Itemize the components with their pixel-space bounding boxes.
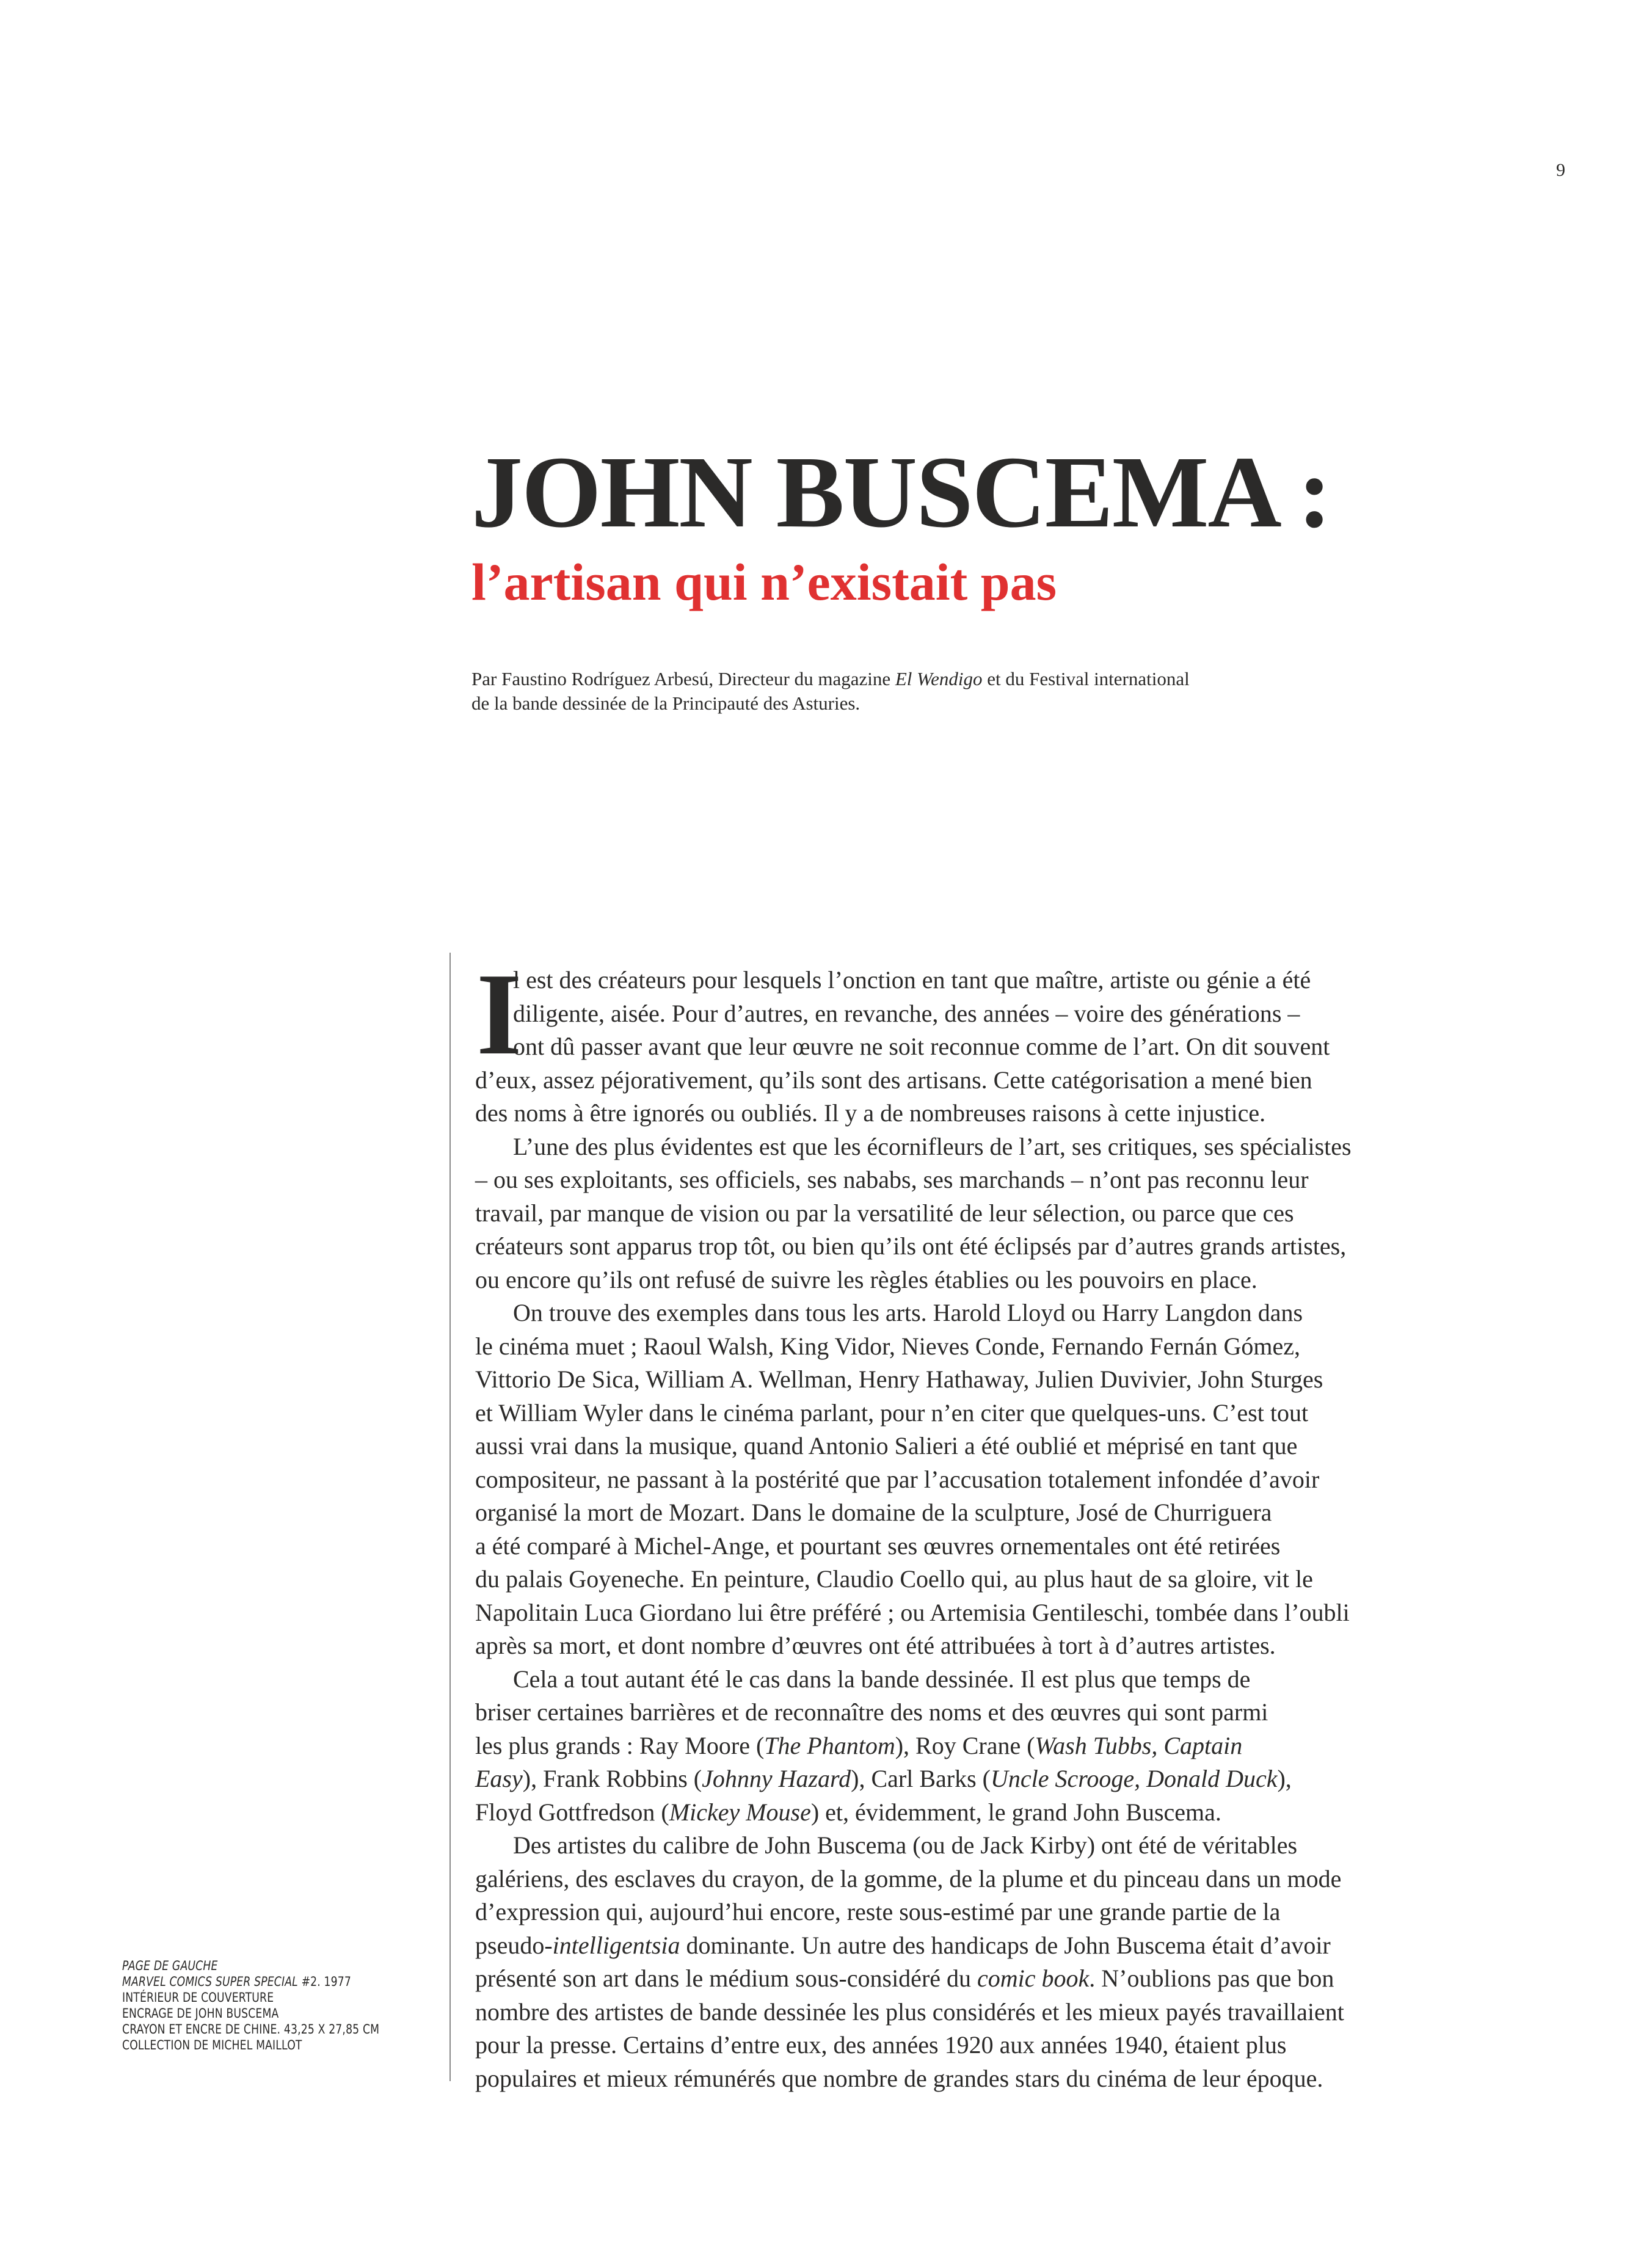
caption-line (122, 1974, 379, 1990)
article-line (475, 1929, 1331, 1962)
article-text: ), (1277, 1765, 1292, 1792)
article-line (475, 1097, 1265, 1130)
article-text: l est des créateurs pour lesquels l’onction en tant que maître, artiste ou génie a été (513, 966, 1311, 994)
article-line (475, 1962, 1334, 1995)
article-text: – ou ses exploitants, ses officiels, ses nababs, ses marchands – n’ont pas reconnu leur (475, 1166, 1309, 1193)
publication-title: MARVEL COMICS SUPER SPECIAL (122, 1974, 298, 1989)
magazine-name: El Wendigo (895, 668, 983, 689)
title-colon: : (1297, 435, 1331, 549)
article-line (475, 1796, 1221, 1829)
byline-line-1 (471, 667, 1326, 691)
article-text: ont dû passer avant que leur œuvre ne soit reconnue comme de l’art. On dit souvent (513, 1033, 1330, 1060)
article-text: pour la presse. Certains d’entre eux, des années 1920 aux années 1940, étaient plus (475, 2031, 1287, 2059)
article-text: présenté son art dans le médium sous-considéré du (475, 1965, 978, 1992)
article-line (475, 1496, 1272, 1529)
work-title: Mickey Mouse (669, 1798, 811, 1826)
article-line (513, 1663, 1250, 1696)
article-text: compositeur, ne passant à la postérité que par l’accusation totalement infondée d’avoir (475, 1465, 1320, 1493)
byline-text: Par Faustino Rodríguez Arbesú, Directeur du magazine (471, 668, 895, 689)
article-text: briser certaines barrières et de reconnaître des noms et des œuvres qui sont parmi (475, 1698, 1268, 1726)
article-text: le cinéma muet ; Raoul Walsh, King Vidor, Nieves Conde, Fernando Fernán Gómez, (475, 1332, 1301, 1360)
article-text: Floyd Gottfredson ( (475, 1798, 669, 1826)
work-title: intelligentsia (552, 1931, 680, 1959)
article-text: ), Frank Robbins ( (522, 1765, 702, 1792)
title-main: JOHN BUSCEMA (471, 435, 1281, 549)
caption-line: PAGE DE GAUCHE (122, 1958, 218, 1973)
work-title: Easy (475, 1765, 523, 1792)
article-line (475, 1430, 1297, 1463)
article-line (513, 964, 1311, 997)
article-line (513, 1829, 1297, 1862)
article-line (475, 1996, 1344, 2029)
caption-text: #2. 1977 (297, 1974, 352, 1989)
article-line (475, 1363, 1323, 1396)
article-text: Vittorio De Sica, William A. Wellman, Henry Hathaway, Julien Duvivier, John Sturges (475, 1365, 1323, 1393)
byline-text: et du Festival international (982, 668, 1190, 689)
article-line (475, 1263, 1257, 1296)
article-line (475, 1230, 1346, 1263)
article-line (475, 1896, 1280, 1929)
article-text: organisé la mort de Mozart. Dans le domaine de la sculpture, José de Churriguera (475, 1499, 1272, 1526)
article-line (475, 1596, 1350, 1629)
article-line (513, 1130, 1352, 1163)
article-line (475, 1197, 1294, 1230)
article-line (475, 1064, 1312, 1097)
article-line (475, 2029, 1286, 2062)
article-text: diligente, aisée. Pour d’autres, en revanche, des années – voire des générations – (513, 999, 1300, 1027)
work-title: comic book (977, 1965, 1090, 1992)
caption-line: COLLECTION DE MICHEL MAILLOT (122, 2038, 302, 2052)
article-text: créateurs sont apparus trop tôt, ou bien qu’ils ont été éclipsés par d’autres grands artistes, (475, 1232, 1347, 1260)
article-text: On trouve des exemples dans tous les arts. Harold Lloyd ou Harry Langdon dans (513, 1299, 1303, 1326)
article-line (513, 1030, 1330, 1063)
article-text: Des artistes du calibre de John Buscema (ou de Jack Kirby) ont été de véritables (513, 1831, 1298, 1859)
caption-line: CRAYON ET ENCRE DE CHINE. 43,25 X 27,85 CM (122, 2022, 380, 2037)
article-text: du palais Goyeneche. En peinture, Claudio Coello qui, au plus haut de sa gloire, vit le (475, 1565, 1313, 1593)
article-line (475, 1397, 1308, 1430)
article-text: pseudo- (475, 1931, 553, 1959)
article-text: dominante. Un autre des handicaps de John Buscema était d’avoir (680, 1931, 1331, 1959)
article-line (475, 1530, 1280, 1563)
article-line (475, 1163, 1309, 1196)
article-line (475, 2062, 1323, 2095)
article-text: d’expression qui, aujourd’hui encore, reste sous-estimé par une grande partie de la (475, 1898, 1281, 1925)
article-line (513, 1296, 1303, 1329)
article-line (475, 1729, 1242, 1762)
article-text: travail, par manque de vision ou par la versatilité de leur sélection, ou parce que ces (475, 1199, 1294, 1227)
article-text: galériens, des esclaves du crayon, de la gomme, de la plume et du pinceau dans un mode (475, 1864, 1342, 1892)
article-line (475, 1563, 1313, 1596)
caption-line: INTÉRIEUR DE COUVERTURE (122, 1990, 274, 2005)
article-line (513, 997, 1300, 1030)
article-text: ) et, évidemment, le grand John Buscema. (810, 1798, 1221, 1826)
article-text: populaires et mieux rémunérés que nombre de grandes stars du cinéma de leur époque. (475, 2064, 1323, 2092)
article-line (475, 1330, 1300, 1363)
article-text: les plus grands : Ray Moore ( (475, 1731, 765, 1759)
article-text: ), Roy Crane ( (895, 1731, 1035, 1759)
article-text: et William Wyler dans le cinéma parlant, pour n’en citer que quelques-uns. C’est tout (475, 1398, 1309, 1427)
article-line (475, 1762, 1292, 1795)
article-text: ), Carl Barks ( (851, 1765, 991, 1792)
column-rule (449, 953, 451, 2081)
caption-line: ENCRAGE DE JOHN BUSCEMA (122, 2006, 279, 2021)
drop-cap: I (476, 949, 522, 1079)
work-title: Johnny Hazard (702, 1765, 851, 1792)
byline (471, 667, 1326, 716)
article-text: a été comparé à Michel-Ange, et pourtant ses œuvres ornementales ont été retirées (475, 1532, 1281, 1560)
article-text: des noms à être ignorés ou oubliés. Il y a de nombreuses raisons à cette injustice. (475, 1099, 1266, 1127)
article-text: d’eux, assez péjorativement, qu’ils sont des artisans. Cette catégorisation a mené bien (475, 1066, 1312, 1094)
article-title (471, 435, 1331, 549)
article-line (475, 1463, 1319, 1496)
image-caption (122, 1958, 379, 2053)
article-line (475, 1696, 1268, 1729)
work-title: Wash Tubbs, Captain (1035, 1731, 1243, 1759)
article-text: Napolitain Luca Giordano lui être préféré ; ou Artemisia Gentileschi, tombée dans l’oubli (475, 1598, 1350, 1626)
article-text: . N’oublions pas que bon (1089, 1965, 1334, 1992)
article-text: L’une des plus évidentes est que les écornifleurs de l’art, ses critiques, ses spécialistes (513, 1132, 1352, 1160)
work-title: Uncle Scrooge, Donald Duck (990, 1765, 1278, 1792)
article-text: ou encore qu’ils ont refusé de suivre les règles établies ou les pouvoirs en place. (475, 1265, 1257, 1293)
work-title: The Phantom (764, 1731, 895, 1759)
page-number: 9 (1556, 160, 1565, 180)
byline-line-2: de la bande dessinée de la Principauté des Asturies. (471, 693, 861, 714)
article-line (475, 1863, 1341, 1896)
article-subtitle: l’artisan qui n’existait pas (471, 553, 1057, 611)
article-text: aussi vrai dans la musique, quand Antonio Salieri a été oublié et méprisé en tant que (475, 1432, 1298, 1460)
article-text: après sa mort, et dont nombre d’œuvres ont été attribuées à tort à d’autres artistes. (475, 1632, 1276, 1659)
article-text: Cela a tout autant été le cas dans la bande dessinée. Il est plus que temps de (513, 1665, 1251, 1693)
article-text: nombre des artistes de bande dessinée les plus considérés et les mieux payés travaillaient (475, 1998, 1344, 2026)
article-line (475, 1629, 1276, 1662)
